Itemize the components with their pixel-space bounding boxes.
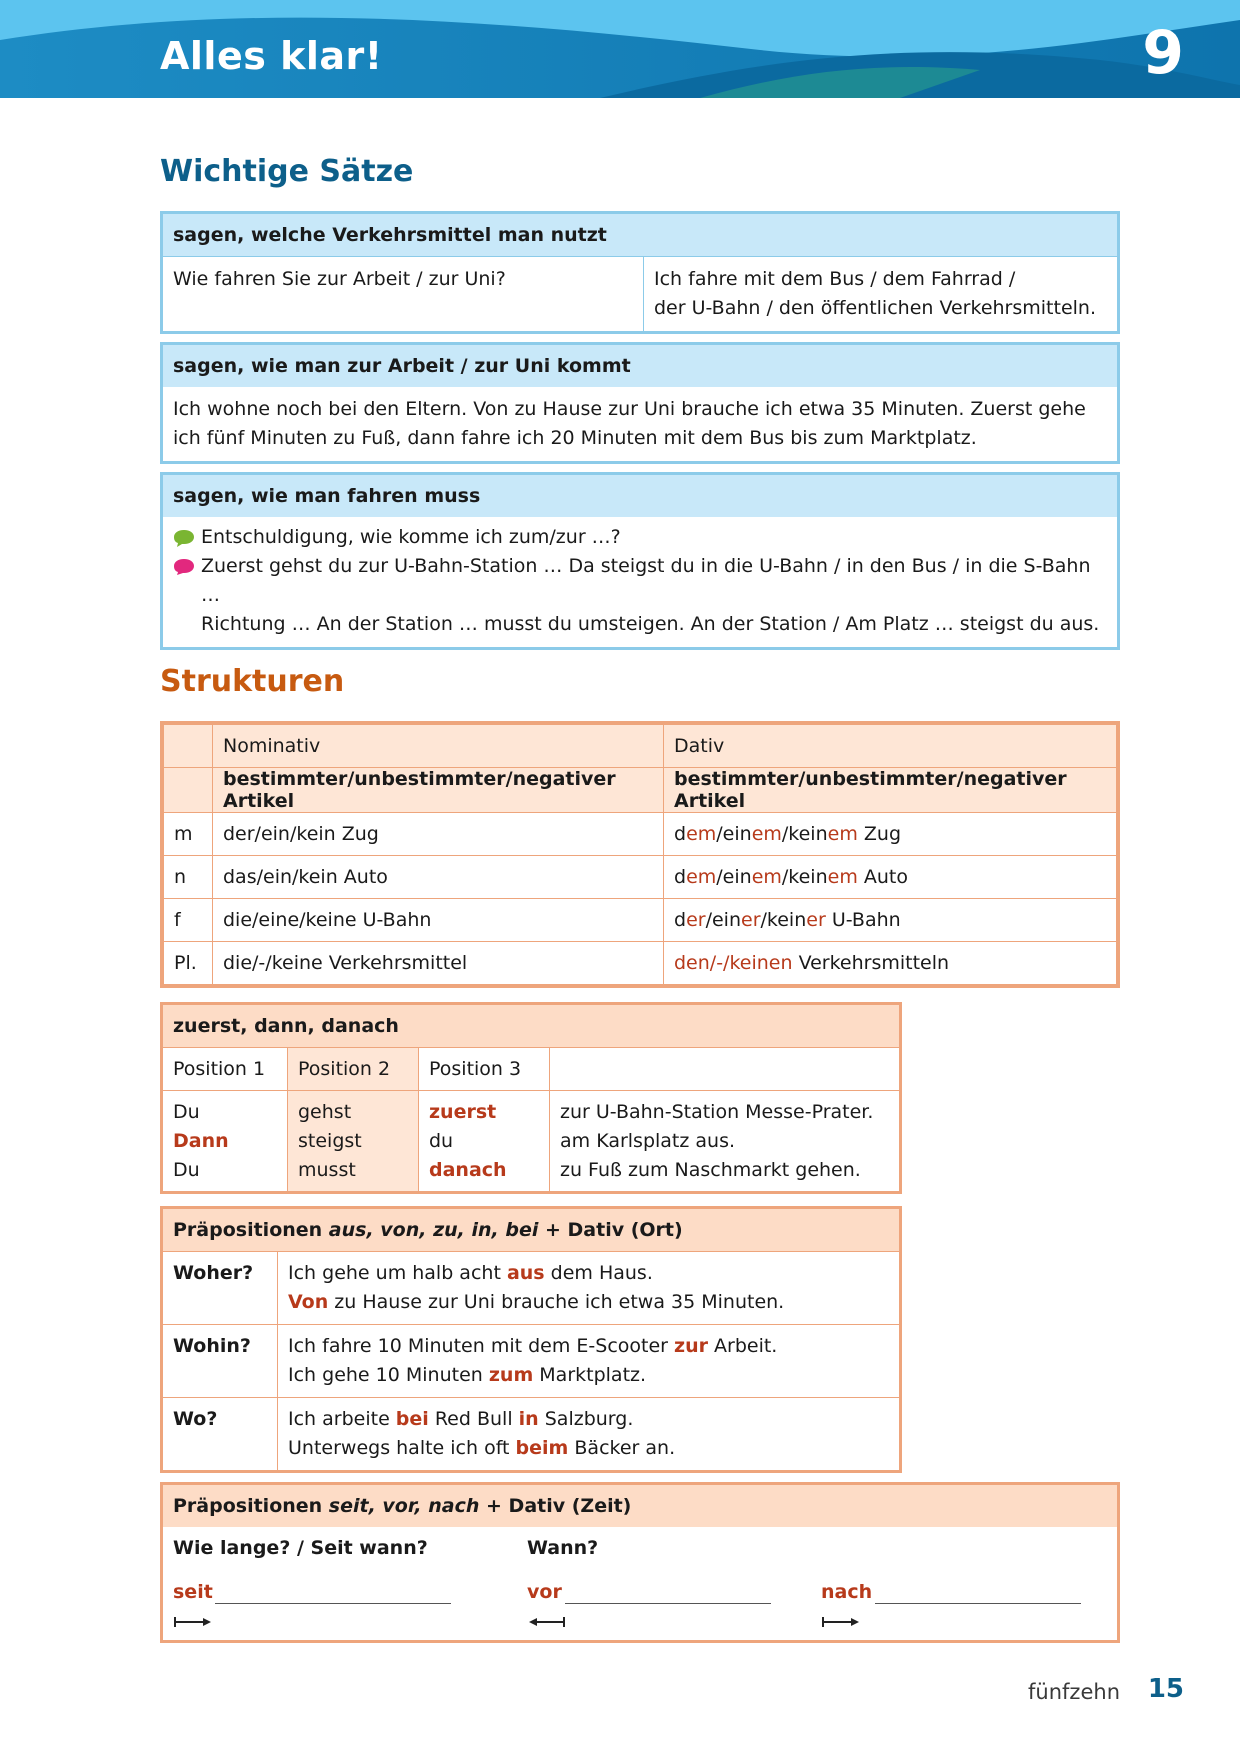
box-arbeitsweg <box>160 342 1120 464</box>
box-praepositionen-zeit <box>160 1482 1120 1643</box>
genus-cell: f <box>164 899 213 942</box>
box-title: sagen, wie man fahren muss <box>163 475 1117 517</box>
box-title: Präpositionen seit, vor, nach + Dativ (Zeit) <box>163 1485 1117 1527</box>
subheader-nominativ: bestimmter/unbestimmter/negativer Artikel <box>213 768 664 813</box>
box-text: Ich wohne noch bei den Eltern. Von zu Hause zur Uni brauche ich etwa 35 Minuten. Zuerst gehe ich fünf Minuten zu Fuß, dann fahre ich 20 Minuten mit dem Bus bis zum Marktplatz. <box>173 398 1086 449</box>
genus-cell: m <box>164 813 213 856</box>
table-row <box>163 1325 899 1398</box>
table-row <box>164 899 1117 942</box>
genus-cell: Pl. <box>164 942 213 985</box>
dialog-line-answer-cont: Richtung … An der Station … musst du umsteigen. An der Station / Am Platz … steigst du aus. <box>201 613 1100 635</box>
header-title: Alles klar! <box>160 34 383 78</box>
column-rest <box>550 1048 900 1091</box>
question-cell: Wohin? <box>163 1325 278 1398</box>
box-wegbeschreibung <box>160 472 1120 650</box>
dialog-line-question: Entschuldigung, wie komme ich zum/zur …? <box>201 526 621 548</box>
answer-text: Ich fahre mit dem Bus / dem Fahrrad / der U-Bahn / den öffentlichen Verkehrsmitteln. <box>654 268 1097 319</box>
question-wie-lange: Wie lange? / Seit wann? <box>173 1537 428 1559</box>
example-cell: Ich fahre 10 Minuten mit dem E-Scooter zur Arbeit. Ich gehe 10 Minuten zum Marktplatz. <box>278 1325 900 1398</box>
cell-position-3: zuerst du danach <box>419 1091 550 1192</box>
nominativ-cell: der/ein/kein Zug <box>213 813 664 856</box>
chapter-number: 9 <box>1142 18 1184 88</box>
question-cell: Wo? <box>163 1398 278 1471</box>
question-text: Wie fahren Sie zur Arbeit / zur Uni? <box>163 257 644 331</box>
box-title: Präpositionen aus, von, zu, in, bei + Dativ (Ort) <box>163 1209 899 1251</box>
column-position-1: Position 1 <box>163 1048 288 1091</box>
box-zuerst-dann-danach <box>160 1002 902 1194</box>
table-row <box>163 1398 899 1471</box>
seit-blank[interactable] <box>215 1603 451 1604</box>
header-empty <box>164 725 213 768</box>
example-cell: Ich arbeite bei Red Bull in Salzburg. Unterwegs halte ich oft beim Bäcker an. <box>278 1398 900 1471</box>
box-verkehrsmittel <box>160 211 1120 334</box>
header-dativ: Dativ <box>664 725 1117 768</box>
seit-label: seit <box>173 1581 213 1603</box>
cell-position-1: Du Dann Du <box>163 1091 288 1192</box>
arrow-nach-icon <box>821 1615 861 1629</box>
table-row <box>164 942 1117 985</box>
box-dialog <box>163 517 1117 647</box>
cell-position-2: gehst steigst musst <box>288 1091 419 1192</box>
cell-rest: zur U-Bahn-Station Messe-Prater. am Karlsplatz aus. zu Fuß zum Naschmarkt gehen. <box>550 1091 900 1192</box>
question-cell: Woher? <box>163 1252 278 1325</box>
table-row <box>163 1252 899 1325</box>
table-row <box>164 856 1117 899</box>
column-position-3: Position 3 <box>419 1048 550 1091</box>
table-row <box>164 813 1117 856</box>
section-heading-strukturen: Strukturen <box>160 664 345 699</box>
nominativ-cell: die/-/keine Verkehrsmittel <box>213 942 664 985</box>
section-heading-wichtige-saetze: Wichtige Sätze <box>160 154 414 189</box>
speech-bubble-green-icon <box>173 529 195 547</box>
dativ-cell: dem/einem/keinem Zug <box>664 813 1117 856</box>
genus-cell: n <box>164 856 213 899</box>
vor-blank[interactable] <box>565 1603 771 1604</box>
column-position-2: Position 2 <box>288 1048 419 1091</box>
dativ-cell: den/-/keinen Verkehrsmitteln <box>664 942 1117 985</box>
box-title: sagen, wie man zur Arbeit / zur Uni kommt <box>163 345 1117 387</box>
page-number: 15 <box>1147 1674 1184 1704</box>
dativ-cell: dem/einem/keinem Auto <box>664 856 1117 899</box>
nominativ-cell: die/eine/keine U-Bahn <box>213 899 664 942</box>
box-title: zuerst, dann, danach <box>163 1005 899 1047</box>
page-number-word: fünfzehn <box>1028 1680 1120 1704</box>
subheader-empty <box>164 768 213 813</box>
box-praepositionen-ort <box>160 1206 902 1473</box>
nach-blank[interactable] <box>875 1603 1081 1604</box>
nominativ-cell: das/ein/kein Auto <box>213 856 664 899</box>
table-kasus <box>160 721 1120 988</box>
box-title: sagen, welche Verkehrsmittel man nutzt <box>163 214 1117 256</box>
example-cell: Ich gehe um halb acht aus dem Haus. Von zu Hause zur Uni brauche ich etwa 35 Minuten. <box>278 1252 900 1325</box>
header-nominativ: Nominativ <box>213 725 664 768</box>
nach-label: nach <box>821 1581 873 1603</box>
arrow-vor-icon <box>527 1615 567 1629</box>
dialog-line-answer: Zuerst gehst du zur U-Bahn-Station … Da steigst du in die U-Bahn / in den Bus / in die S-Bahn … <box>201 555 1091 606</box>
arrow-seit-icon <box>173 1615 213 1629</box>
question-wann: Wann? <box>527 1537 599 1559</box>
vor-label: vor <box>527 1581 562 1603</box>
dativ-cell: der/einer/keiner U-Bahn <box>664 899 1117 942</box>
speech-bubble-pink-icon <box>173 558 195 576</box>
subheader-dativ: bestimmter/unbestimmter/negativer Artikel <box>664 768 1117 813</box>
